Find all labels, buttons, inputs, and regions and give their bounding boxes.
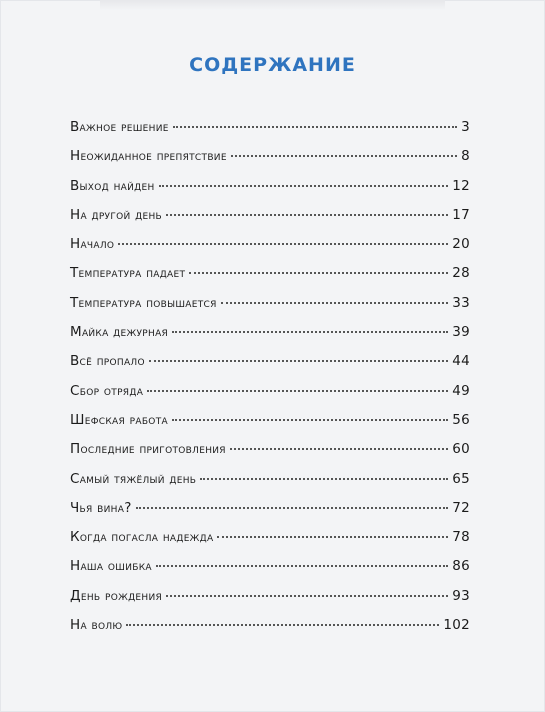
toc-leader-dots (149, 360, 448, 362)
toc-entry-title: Чья вина? (70, 499, 132, 516)
toc-entry-page: 33 (452, 294, 470, 311)
toc-entry (70, 207, 470, 236)
toc-entry (70, 558, 470, 587)
toc-entry (70, 500, 470, 529)
toc-entry-page: 44 (452, 353, 470, 370)
toc-leader-dots (172, 419, 448, 421)
toc-entry-title: Температура падает (70, 265, 186, 282)
toc-entry-title: Последние приготовления (70, 441, 226, 458)
toc-entry-page: 102 (443, 617, 470, 634)
toc-entry-title: Сбор отряда (70, 382, 144, 399)
toc-leader-dots (159, 185, 449, 187)
toc-entry-page: 56 (452, 411, 470, 428)
toc-entry (70, 471, 470, 500)
toc-entry (70, 383, 470, 412)
toc-entry (70, 529, 470, 558)
toc-entry-title: Наша ошибка (70, 558, 152, 575)
toc-entry-page: 49 (452, 382, 470, 399)
toc-entry-page: 39 (452, 324, 470, 341)
toc-entry (70, 236, 470, 265)
toc-entry-page: 17 (452, 206, 470, 223)
toc-leader-dots (166, 595, 448, 597)
page-title: СОДЕРЖАНИЕ (189, 54, 356, 76)
toc-entry-page: 3 (461, 119, 470, 135)
table-of-contents (70, 119, 470, 646)
toc-entry-page: 65 (452, 470, 470, 487)
toc-entry-page: 86 (452, 558, 470, 575)
toc-entry-page: 8 (461, 148, 470, 165)
toc-entry (70, 178, 470, 207)
toc-entry (70, 324, 470, 353)
toc-entry (70, 441, 470, 470)
toc-entry (70, 412, 470, 441)
toc-entry-title: На волю (70, 617, 123, 634)
toc-leader-dots (173, 126, 457, 128)
toc-leader-dots (231, 155, 457, 157)
toc-leader-dots (118, 243, 448, 245)
toc-entry (70, 588, 470, 617)
toc-entry-title: Температура повышается (70, 294, 217, 311)
toc-leader-dots (230, 448, 448, 450)
toc-entry-page: 72 (452, 499, 470, 516)
toc-entry-page: 28 (452, 265, 470, 282)
toc-entry (70, 119, 470, 148)
toc-leader-dots (126, 624, 439, 626)
toc-entry-page: 93 (452, 587, 470, 604)
toc-leader-dots (172, 331, 448, 333)
toc-entry-title: Выход найден (70, 177, 155, 194)
toc-entry (70, 295, 470, 324)
toc-entry-page: 78 (452, 529, 470, 546)
toc-leader-dots (200, 478, 448, 480)
toc-leader-dots (189, 272, 448, 274)
toc-entry-title: Майка дежурная (70, 324, 169, 341)
toc-entry (70, 353, 470, 382)
toc-leader-dots (147, 390, 448, 392)
toc-entry-title: Неожиданное препятствие (70, 148, 227, 165)
toc-entry-page: 60 (452, 441, 470, 458)
toc-entry-title: На другой день (70, 206, 162, 223)
toc-leader-dots (221, 302, 449, 304)
toc-leader-dots (136, 507, 449, 509)
page-top-edge (100, 0, 445, 10)
toc-leader-dots (156, 565, 448, 567)
toc-entry-title: День рождения (70, 587, 163, 604)
toc-entry-title: Важное решение (70, 119, 169, 135)
toc-entry-page: 20 (452, 236, 470, 253)
toc-leader-dots (217, 536, 448, 538)
toc-entry-page: 12 (452, 177, 470, 194)
toc-entry (70, 148, 470, 177)
toc-entry-title: Шефская работа (70, 411, 168, 428)
toc-entry-title: Начало (70, 236, 115, 253)
toc-entry-title: Самый тяжёлый день (70, 470, 197, 487)
toc-entry (70, 265, 470, 294)
toc-entry (70, 617, 470, 646)
toc-entry-title: Всё пропало (70, 353, 145, 370)
toc-entry-title: Когда погасла надежда (70, 529, 214, 546)
toc-leader-dots (166, 214, 448, 216)
